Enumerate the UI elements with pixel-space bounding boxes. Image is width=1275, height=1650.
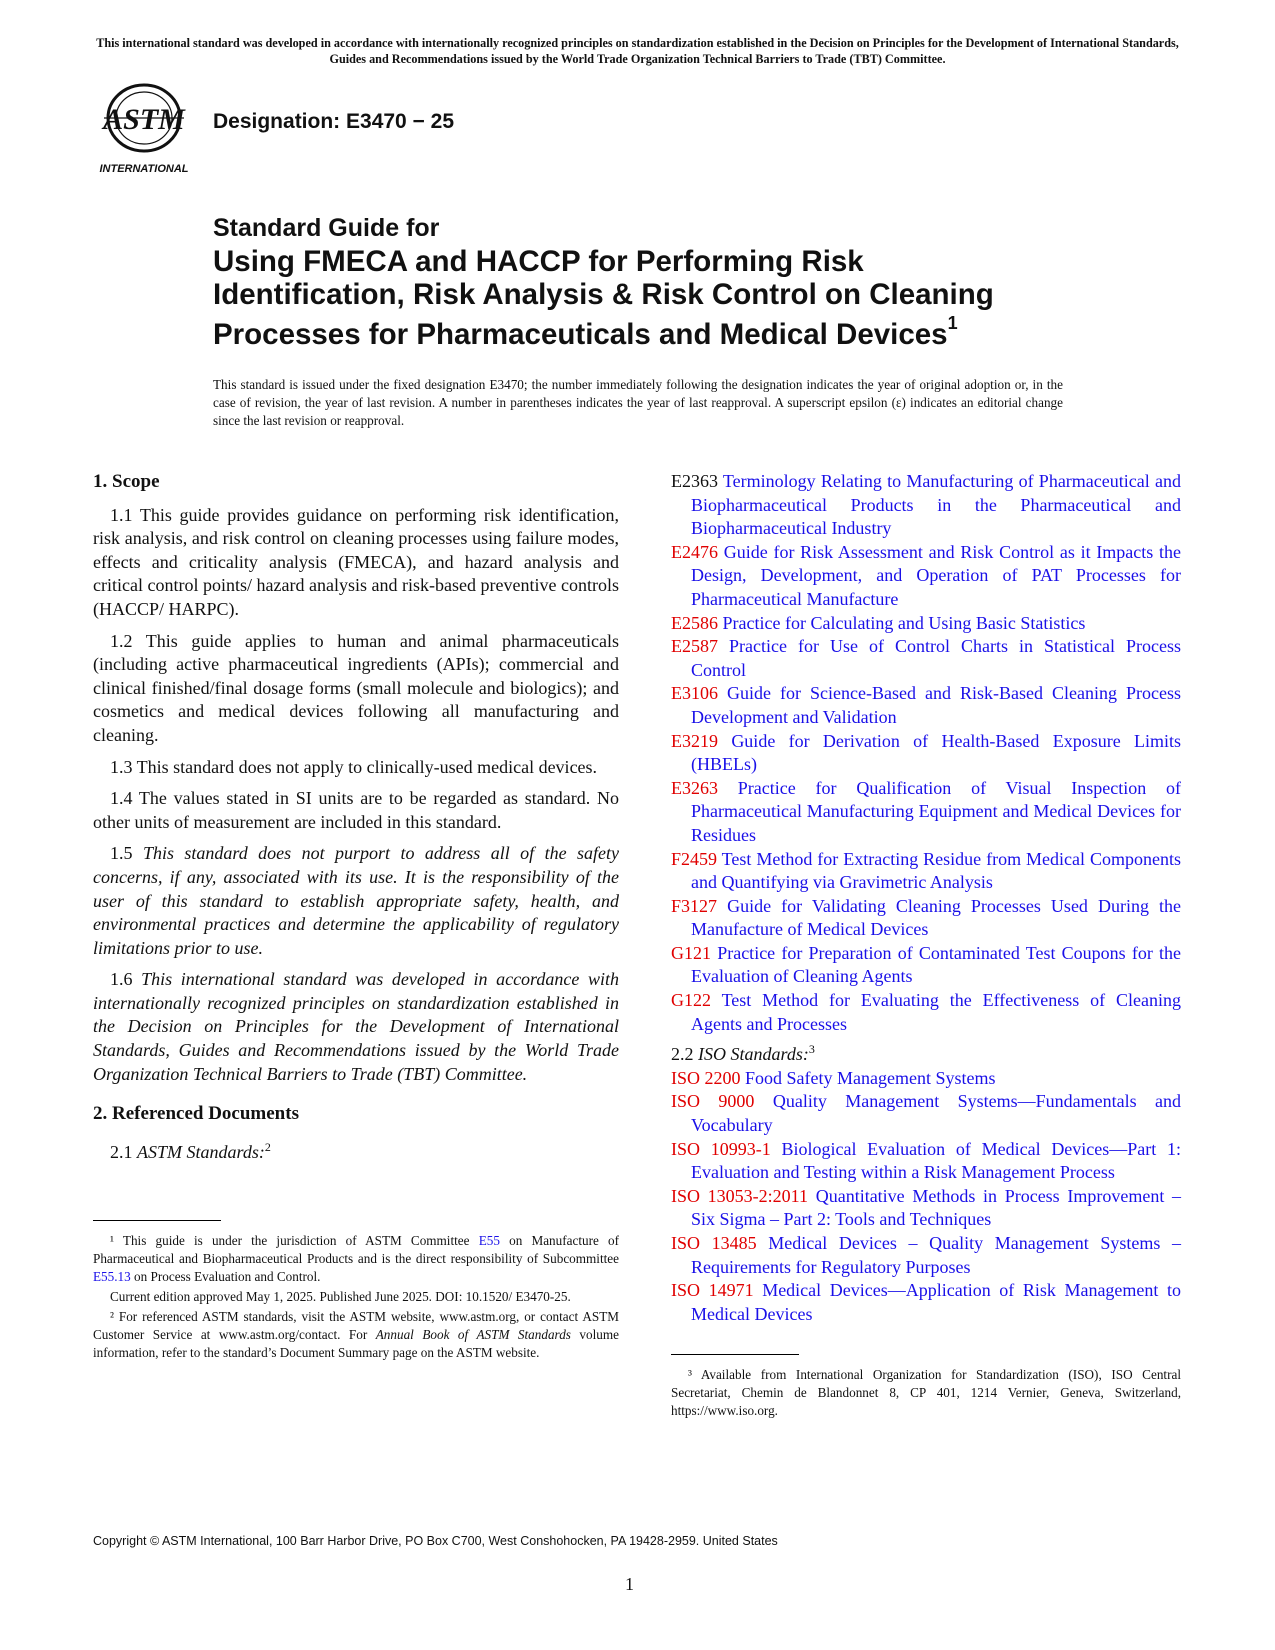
footnote-1-text-c: on Process Evaluation and Control.: [130, 1269, 321, 1284]
astm-reference-title-link[interactable]: Test Method for Extracting Residue from Medical Components and Quantifying via Gravimetric Analysis: [691, 848, 1181, 893]
astm-reference-code-link[interactable]: E2587: [671, 636, 718, 657]
iso-reference-item: [671, 1067, 1181, 1091]
footnote-1-text-b: on Manufacture of Pharmaceutical and Biopharmaceutical Products and is the direct responsibility of Subcommittee: [93, 1233, 619, 1266]
iso-reference-item: [671, 1185, 1181, 1232]
iso-reference-code-link[interactable]: ISO 2200: [671, 1067, 741, 1088]
scope-1-3: 1.3 This standard does not apply to clinically-used medical devices.: [110, 756, 598, 777]
astm-reference-code-link[interactable]: E3106: [671, 683, 718, 704]
iso-reference-code-link[interactable]: ISO 13053-2:2011: [671, 1185, 809, 1206]
scope-1-5-text: This standard does not purport to address all of the safety concerns, if any, associated with its use. It is the responsibility of the user of this standard to establish appropriate safety, health, and environmental practices and determine the applicability of regulatory limitations prior to use.: [93, 843, 619, 958]
iso-reference-title-link[interactable]: Medical Devices—Application of Risk Management to Medical Devices: [691, 1280, 1181, 1324]
astm-reference-item: [671, 895, 1181, 942]
astm-logo-mark: [92, 82, 202, 177]
iso-reference-title-link[interactable]: Biological Evaluation of Medical Devices—Part 1: Evaluation and Testing within a Risk Management Process: [691, 1138, 1182, 1183]
astm-reference-item: [671, 848, 1181, 895]
footnote-rule-right: [671, 1354, 799, 1355]
astm-label: ASTM Standards:: [137, 1141, 265, 1162]
iso-num: 2.2: [671, 1044, 694, 1065]
astm-reference-item: [671, 541, 1181, 612]
footnote-edition: Current edition approved May 1, 2025. Published June 2025. DOI: 10.1520/ E3470-25.: [110, 1289, 571, 1304]
footnote-2: [93, 1308, 619, 1362]
committee-e55-link[interactable]: E55: [478, 1233, 500, 1248]
iso-reference-title-link[interactable]: Quality Management Systems—Fundamentals and Vocabulary: [691, 1091, 1181, 1136]
astm-reference-item: [671, 942, 1181, 989]
footnote-1-text-a: ¹ This guide is under the jurisdiction of ASTM Committee: [110, 1233, 479, 1248]
title-line-2: Using FMECA and HACCP for Performing Risk: [213, 245, 864, 278]
footnote-2-text-a: ² For referenced ASTM standards, visit the ASTM website, www.astm.org, or contact ASTM Customer Service at www.astm.org/contact. For: [93, 1309, 619, 1342]
astm-reference-code-link[interactable]: F3127: [671, 895, 718, 916]
astm-reference-item: [671, 612, 1181, 636]
astm-num: 2.1: [110, 1141, 133, 1162]
astm-reference-code-link[interactable]: E3263: [671, 777, 718, 798]
iso-reference-item: [671, 1138, 1181, 1185]
title-footnote-mark: 1: [947, 313, 958, 333]
svg-text:ASTM: ASTM: [103, 103, 185, 136]
astm-reference-title-link[interactable]: Guide for Derivation of Health-Based Exposure Limits (HBELs): [691, 730, 1182, 775]
astm-reference-code-link[interactable]: E2476: [671, 541, 718, 562]
scope-heading: 1. Scope: [93, 471, 160, 492]
astm-reference-code-link[interactable]: E2586: [671, 612, 718, 633]
astm-reference-list: [671, 470, 1181, 1036]
iso-reference-code-link[interactable]: ISO 10993-1: [671, 1138, 771, 1159]
astm-reference-code-link[interactable]: G122: [671, 990, 711, 1011]
iso-standards-subheading: [671, 1038, 1181, 1067]
copyright: Copyright © ASTM International, 100 Barr Harbor Drive, PO Box C700, West Conshohocken, PA 19428-2959. United States: [93, 1534, 778, 1548]
scope-1-2: 1.2 This guide applies to human and animal pharmaceuticals (including active pharmaceutical ingredients (APIs); commercial and clinical finished/final dosage forms (small molecule and biologics); and cosmetics and medical devices following all manufacturing and cleaning.: [93, 630, 619, 745]
iso-reference-code-link[interactable]: ISO 13485: [671, 1233, 757, 1253]
iso-reference-item: [671, 1232, 1181, 1279]
title-line-4: [213, 311, 1113, 351]
iso-reference-item: [671, 1279, 1181, 1326]
iso-reference-list: [671, 1067, 1181, 1327]
iso-reference-code-link[interactable]: ISO 14971: [671, 1280, 754, 1301]
iso-reference-title-link[interactable]: Quantitative Methods in Process Improvement – Six Sigma – Part 2: Tools and Techniques: [691, 1185, 1182, 1230]
subcommittee-e55-13-link[interactable]: E55.13: [93, 1269, 131, 1284]
astm-standards-subheading: [110, 1136, 619, 1165]
footnote-3: ³ Available from International Organization for Standardization (ISO), ISO Central Secretariat, Chemin de Blandonnet 8, CP 401, 1214 Vernier, Geneva, Switzerland, https://www.iso.org.: [671, 1367, 1181, 1418]
astm-reference-title-link[interactable]: Guide for Validating Cleaning Processes Used During the Manufacture of Medical Devices: [691, 895, 1182, 940]
astm-footnote-mark: 2: [264, 1139, 271, 1154]
iso-reference-item: [671, 1090, 1181, 1137]
title-line-3: Identification, Risk Analysis & Risk Control on Cleaning: [213, 278, 994, 311]
iso-footnote-mark: 3: [808, 1042, 815, 1057]
astm-reference-item: [671, 989, 1181, 1036]
iso-reference-code-link[interactable]: ISO 9000: [671, 1091, 755, 1112]
page-number: 1: [625, 1574, 634, 1594]
iso-reference-title-link[interactable]: Food Safety Management Systems: [745, 1067, 996, 1088]
scope-1-6-text: This international standard was developed in accordance with internationally recognized principles on standardization established in the Decision on Principles for the Development of International Standards, Guides and Recommendations issued by the World Trade Organization Technical Barriers to Trade (TBT) Committee.: [93, 969, 619, 1084]
footnotes-right: [671, 1366, 1181, 1422]
astm-logo: [92, 82, 202, 177]
designation: Designation: E3470 − 25: [213, 110, 455, 133]
astm-reference-title-link[interactable]: Test Method for Evaluating the Effectiveness of Cleaning Agents and Processes: [691, 990, 1181, 1034]
astm-reference-title-link[interactable]: Terminology Relating to Manufacturing of Pharmaceutical and Biopharmaceutical Products in the Pharmaceutical and Biopharmaceutical Industry: [691, 471, 1181, 539]
footnote-1: [93, 1232, 619, 1286]
astm-reference-item: [671, 682, 1181, 729]
title-line-4-text: Processes for Pharmaceuticals and Medical Devices: [213, 317, 948, 351]
scope-1-6: [93, 968, 619, 1086]
astm-reference-title-link[interactable]: Guide for Risk Assessment and Risk Control as it Impacts the Design, Development, and Operation of PAT Processes for Pharmaceutical Manufacture: [691, 541, 1181, 609]
astm-reference-title-link[interactable]: Practice for Use of Control Charts in Statistical Process Control: [691, 636, 1182, 680]
scope-1-6-num: 1.6: [110, 969, 133, 990]
astm-reference-item: [671, 635, 1181, 682]
astm-reference-code-link[interactable]: E2363: [671, 471, 718, 491]
title-line-1: Standard Guide for: [213, 214, 440, 242]
scope-1-5: [93, 842, 619, 960]
issued-note: This standard is issued under the fixed designation E3470; the number immediately following the designation indicates the year of original adoption or, in the case of revision, the year of last revision. A number in parentheses indicates the year of last reapproval. A superscript epsilon (ε) indicates an editorial change since the last revision or reapproval.: [213, 377, 1063, 428]
left-column: [93, 470, 619, 1164]
astm-reference-title-link[interactable]: Practice for Qualification of Visual Inspection of Pharmaceutical Manufacturing Equipment and Medical Devices for Residues: [691, 777, 1181, 845]
scope-1-5-num: 1.5: [110, 843, 133, 864]
astm-reference-code-link[interactable]: E3219: [671, 730, 718, 751]
astm-reference-item: [671, 730, 1181, 777]
astm-reference-title-link[interactable]: Guide for Science-Based and Risk-Based Cleaning Process Development and Validation: [691, 683, 1181, 727]
svg-text:INTERNATIONAL: INTERNATIONAL: [99, 163, 189, 175]
iso-label: ISO Standards:: [698, 1044, 809, 1065]
astm-reference-item: [671, 470, 1181, 541]
document-title: [213, 212, 1113, 351]
astm-reference-code-link[interactable]: G121: [671, 942, 711, 963]
footnotes-left: [93, 1232, 619, 1364]
footnote-rule-left: [93, 1220, 221, 1221]
astm-reference-title-link[interactable]: Practice for Calculating and Using Basic Statistics: [722, 612, 1086, 633]
scope-1-4: 1.4 The values stated in SI units are to be regarded as standard. No other units of measurement are included in this standard.: [93, 788, 619, 832]
astm-reference-code-link[interactable]: F2459: [671, 848, 718, 869]
referenced-heading: 2. Referenced Documents: [93, 1103, 299, 1125]
top-notice: This international standard was developed in accordance with internationally recognized principles on standardization established in the Decision on Principles for the Development of International Standards, Guides and Recommendations issued by the World Trade Organization Technical Barriers to Trade (TBT) Committee.: [96, 36, 1179, 66]
right-column: [671, 470, 1181, 1326]
scope-1-1: 1.1 This guide provides guidance on performing risk identification, risk analysis, and risk control on cleaning processes using failure modes, effects and criticality analysis (FMECA), and hazard analysis and critical control points/ hazard analysis and risk-based preventive controls (HACCP/ HARPC).: [93, 504, 619, 619]
footnote-2-text-b: volume information, refer to the standard’s Document Summary page on the ASTM website.: [93, 1327, 619, 1360]
iso-reference-title-link[interactable]: Medical Devices – Quality Management Systems – Requirements for Regulatory Purposes: [691, 1233, 1181, 1277]
astm-reference-title-link[interactable]: Practice for Preparation of Contaminated Test Coupons for the Evaluation of Cleaning Agents: [691, 942, 1182, 987]
footnote-2-italic: Annual Book of ASTM Standards: [375, 1327, 571, 1342]
astm-reference-item: [671, 777, 1181, 848]
